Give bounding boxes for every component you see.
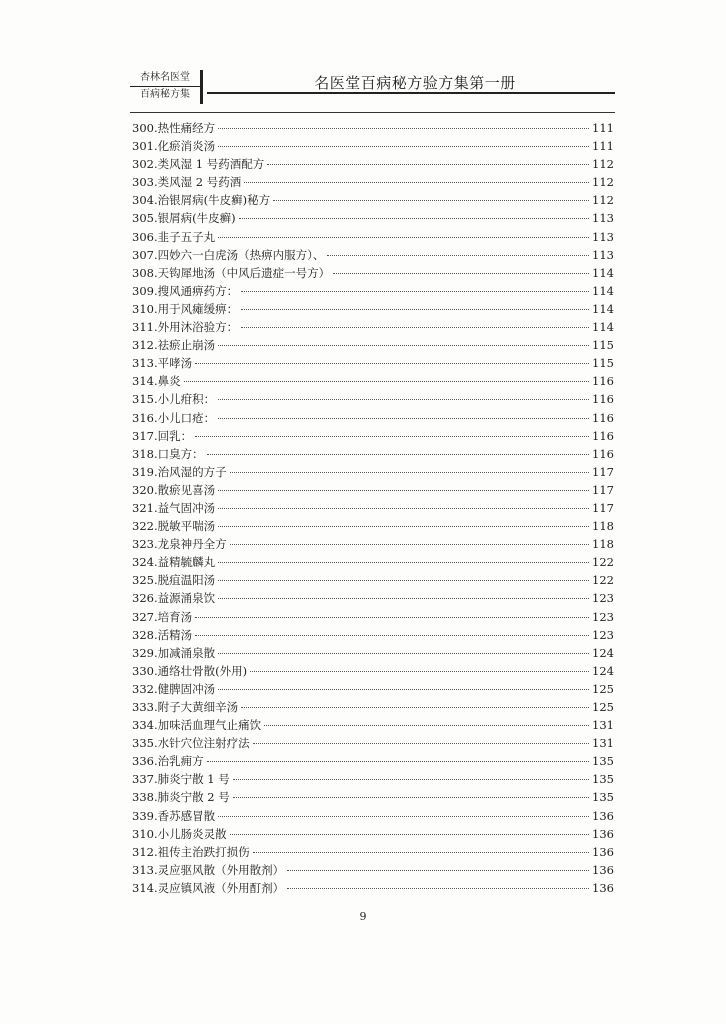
toc-entry-page: 116 [592,392,614,407]
toc-entry [132,644,614,662]
toc-entry-page: 123 [592,627,614,642]
toc-entry [132,191,614,209]
toc-entry [132,626,614,644]
toc-entry-page: 112 [592,157,614,172]
toc-leader-dots [218,490,589,491]
toc-entry-title: 313.平哮汤 [132,356,193,371]
toc-entry-page: 114 [592,320,614,335]
toc-leader-dots [218,146,589,147]
toc-entry-title: 300.热性痛经方 [132,121,216,135]
toc-entry-page: 131 [592,736,614,751]
toc-entry-title: 315.小儿疳积： [132,392,216,407]
toc-leader-dots [218,562,589,563]
toc-leader-dots [241,707,589,708]
toc-entry [132,608,614,626]
toc-entry-page: 116 [592,374,614,389]
toc-entry [132,770,614,788]
logo-line-1: 杏林名医堂 [140,72,190,83]
toc-leader-dots [273,200,589,201]
toc-entry-title: 317.回乳： [132,428,193,443]
toc-entry-page: 111 [592,121,614,135]
toc-leader-dots [218,816,589,817]
toc-leader-dots [207,761,589,762]
toc-leader-dots [241,327,589,328]
toc-entry-page: 114 [592,265,614,280]
toc-entry-page: 117 [592,464,614,479]
toc-entry-title: 339.香苏感冒散 [132,808,216,823]
toc-entry [132,445,614,463]
toc-entry-title: 336.治乳痈方 [132,754,204,769]
toc-entry-title: 309.搜风通痹药方： [132,283,239,298]
toc-entry [132,499,614,517]
toc-leader-dots [218,508,589,509]
toc-entry [132,282,614,300]
toc-leader-dots [253,852,589,853]
toc-entry-title: 332.健脾固冲汤 [132,681,216,696]
toc-entry [132,354,614,372]
toc-leader-dots [287,888,589,889]
toc-entry-title: 312.祖传主治跌打损伤 [132,844,250,859]
toc-entry-title: 312.祛瘀止崩汤 [132,338,216,353]
toc-entry-title: 333.附子大黄细辛汤 [132,700,239,714]
toc-leader-dots [207,454,589,455]
toc-entry-page: 114 [592,283,614,298]
toc-entry-page: 124 [592,663,614,678]
toc-entry-title: 323.龙泉神丹全方 [132,537,227,552]
toc-entry-page: 116 [592,428,614,443]
toc-entry-page: 123 [592,591,614,606]
toc-top-rule [130,112,615,113]
toc-leader-dots [218,653,589,654]
book-logo [130,70,203,104]
toc-leader-dots [230,834,589,835]
toc-entry-page: 135 [592,790,614,805]
toc-leader-dots [195,436,589,437]
toc-entry-page: 125 [592,681,614,696]
toc-entry-title: 304.治银屑病(牛皮癣)秘方 [132,193,271,208]
toc-entry-title: 302.类风湿 1 号药酒配方 [132,157,265,172]
toc-leader-dots [230,472,589,473]
toc-entry-page: 113 [592,229,614,244]
toc-leader-dots [233,797,589,798]
toc-entry-title: 322.脱敏平喘汤 [132,519,216,534]
toc-entry [132,463,614,481]
toc-entry-page: 117 [592,500,614,515]
toc-entry [132,300,614,318]
toc-entry [132,825,614,843]
toc-entry [132,372,614,390]
toc-entry [132,318,614,336]
toc-entry-page: 116 [592,446,614,461]
toc-leader-dots [241,291,589,292]
toc-entry-page: 117 [592,482,614,497]
toc-leader-dots [244,182,589,183]
toc-leader-dots [239,218,589,219]
toc-entry-page: 116 [592,410,614,425]
toc-entry-title: 311.外用沐浴验方： [132,320,239,335]
header-rule [207,92,615,94]
toc-entry-page: 115 [592,356,614,371]
toc-leader-dots [241,309,589,310]
toc-entry [132,264,614,282]
toc-entry-title: 330.通络壮骨散(外用) [132,663,248,678]
toc-leader-dots [218,580,589,581]
toc-entry [132,390,614,408]
toc-entry-page: 114 [592,301,614,316]
toc-entry-page: 136 [592,880,614,895]
toc-entry-page: 136 [592,862,614,877]
logo-line-2: 百病秘方集 [130,86,200,103]
toc-entry-page: 131 [592,718,614,733]
toc-entry-page: 123 [592,609,614,624]
toc-entry-title: 310.用于风瘫缓痹： [132,301,239,316]
toc-entry [132,535,614,553]
toc-leader-dots [195,617,589,618]
toc-leader-dots [218,689,589,690]
toc-entry-title: 319.治风湿的方子 [132,464,227,479]
toc-entry-page: 118 [592,537,614,552]
toc-entry [132,752,614,770]
toc-entry-title: 301.化瘀消炎汤 [132,139,216,154]
toc-entry [132,409,614,427]
toc-entry-page: 135 [592,772,614,787]
toc-entry-page: 111 [592,139,614,154]
toc-entry-page: 136 [592,844,614,859]
toc-leader-dots [218,399,589,400]
toc-entry-title: 338.肺炎宁散 2 号 [132,790,230,805]
toc-leader-dots [218,128,589,129]
toc-entry-page: 113 [592,211,614,226]
toc-entry [132,155,614,173]
toc-entry [132,680,614,698]
toc-entry-title: 307.四妙六一白虎汤（热痹内服方）、 [132,247,325,262]
toc-entry-title: 314.灵应镇风液（外用酊剂） [132,880,285,895]
toc-entry [132,173,614,191]
toc-entry [132,716,614,734]
toc-leader-dots [218,237,589,238]
toc-entry-title: 334.加味活血理气止痛饮 [132,718,262,733]
toc-entry-title: 313.灵应驱风散（外用散剂） [132,862,285,877]
toc-leader-dots [184,381,589,382]
toc-entry [132,517,614,535]
toc-entry-title: 324.益精毓麟丸 [132,555,216,570]
toc-entry [132,571,614,589]
toc-entry-title: 305.银屑病(牛皮癣) [132,211,236,226]
toc-entry [132,589,614,607]
toc-entry [132,209,614,227]
toc-entry-title: 316.小儿口疮： [132,410,216,425]
toc-leader-dots [333,273,589,274]
toc-leader-dots [287,870,589,871]
toc-entry-title: 310.小儿肠炎灵散 [132,826,227,841]
toc-leader-dots [218,418,589,419]
toc-leader-dots [264,725,589,726]
toc-entry [132,481,614,499]
toc-leader-dots [195,363,589,364]
toc-leader-dots [218,526,589,527]
toc-entry-page: 118 [592,519,614,534]
toc-leader-dots [195,635,589,636]
toc-entry-title: 328.活精汤 [132,627,193,642]
toc-entry [132,807,614,825]
toc-leader-dots [250,671,589,672]
toc-entry [132,336,614,354]
toc-entry [132,734,614,752]
toc-leader-dots [218,598,589,599]
toc-entry-title: 335.水针穴位注射疗法 [132,736,250,751]
toc-entry-title: 303.类风湿 2 号药酒 [132,175,242,190]
toc-entry-title: 318.口臭方： [132,446,204,461]
toc-entry [132,861,614,879]
toc-entry [132,427,614,445]
toc-entry [132,698,614,716]
toc-entry-page: 113 [592,247,614,262]
toc-entry [132,553,614,571]
toc-leader-dots [267,164,589,165]
toc-entry-page: 136 [592,808,614,823]
toc-entry-page: 124 [592,645,614,660]
toc-entry-page: 112 [592,193,614,208]
toc-entry-title: 325.脱疽温阳汤 [132,573,216,588]
toc-entry-title: 314.鼻炎 [132,374,181,389]
toc-leader-dots [327,255,589,256]
toc-leader-dots [230,544,589,545]
toc-entry-title: 337.肺炎宁散 1 号 [132,772,230,787]
toc-entry-title: 321.益气固冲汤 [132,500,216,515]
toc-leader-dots [233,779,589,780]
toc-entry [132,662,614,680]
toc-entry-page: 122 [592,555,614,570]
toc-entry [132,119,614,137]
toc-entry-page: 125 [592,700,614,714]
toc-entry [132,788,614,806]
toc-entry-title: 329.加减涌泉散 [132,645,216,660]
toc-entry-page: 112 [592,175,614,190]
toc-entry-title: 306.韭子五子丸 [132,229,216,244]
table-of-contents [132,119,614,897]
toc-leader-dots [253,743,589,744]
toc-entry-page: 122 [592,573,614,588]
toc-entry [132,137,614,155]
toc-entry-title: 326.益源涌泉饮 [132,591,216,606]
page-number: 9 [359,910,367,923]
toc-entry-page: 115 [592,338,614,353]
toc-entry [132,879,614,897]
toc-entry [132,246,614,264]
toc-entry-title: 308.天钩犀地汤（中风后遗症一号方） [132,265,331,280]
toc-entry-page: 135 [592,754,614,769]
toc-entry [132,228,614,246]
toc-entry-title: 327.培育汤 [132,609,193,624]
toc-leader-dots [218,345,589,346]
toc-entry-title: 320.散瘀见喜汤 [132,482,216,497]
page-title: 名医堂百病秘方验方集第一册 [314,74,516,92]
toc-entry [132,843,614,861]
toc-entry-page: 136 [592,826,614,841]
